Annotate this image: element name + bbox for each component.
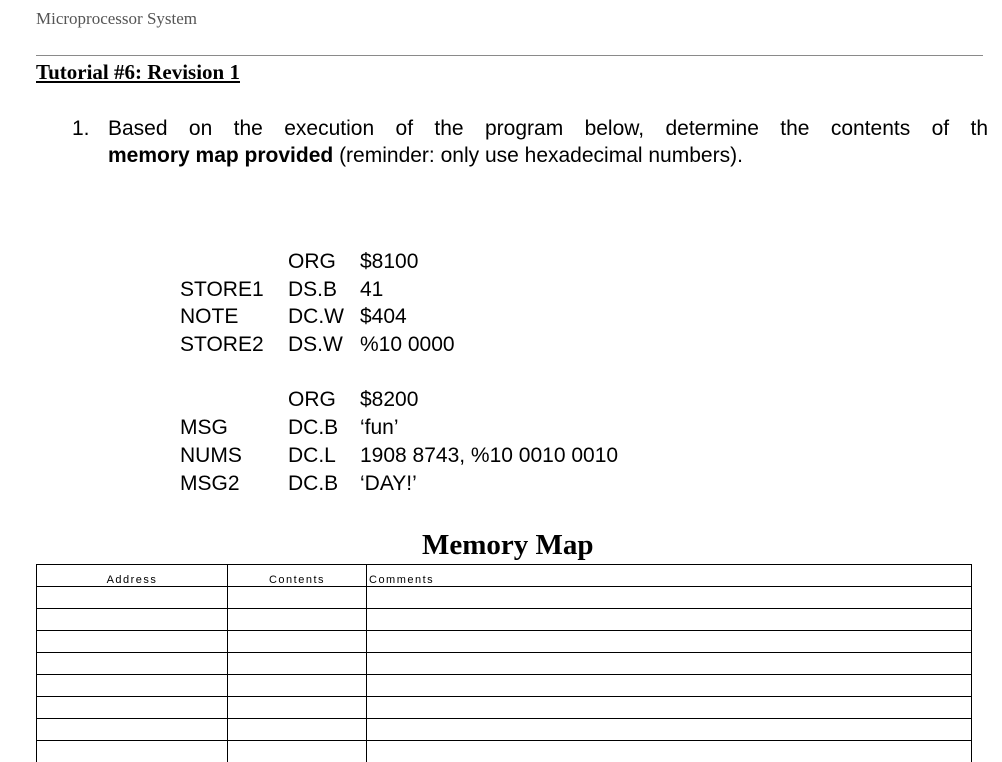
memory-map-row bbox=[37, 587, 972, 609]
address-cell[interactable] bbox=[37, 653, 228, 675]
code-opcode: DC.L bbox=[288, 444, 336, 468]
code-opcode: DC.B bbox=[288, 472, 338, 496]
code-opcode: DC.W bbox=[288, 305, 344, 329]
contents-cell[interactable] bbox=[228, 741, 367, 762]
column-header-contents: Contents bbox=[228, 565, 367, 587]
question-word: the bbox=[434, 115, 463, 142]
address-cell[interactable] bbox=[37, 741, 228, 762]
code-label: NUMS bbox=[180, 444, 242, 468]
question-word: execution bbox=[284, 115, 374, 142]
address-cell[interactable] bbox=[37, 697, 228, 719]
question-word: below, bbox=[585, 115, 645, 142]
contents-cell[interactable] bbox=[228, 609, 367, 631]
memory-map-row bbox=[37, 653, 972, 675]
question-line-2 bbox=[108, 142, 743, 169]
address-cell[interactable] bbox=[37, 587, 228, 609]
code-operand: %10 0000 bbox=[360, 333, 455, 357]
comments-cell[interactable] bbox=[367, 587, 972, 609]
code-operand: $8200 bbox=[360, 388, 418, 412]
code-opcode: ORG bbox=[288, 388, 336, 412]
code-operand: ‘DAY!’ bbox=[360, 472, 417, 496]
question-word: contents bbox=[831, 115, 910, 142]
comments-cell[interactable] bbox=[367, 653, 972, 675]
memory-map-row bbox=[37, 675, 972, 697]
contents-cell[interactable] bbox=[228, 653, 367, 675]
question-rest-text: (reminder: only use hexadecimal numbers). bbox=[333, 144, 743, 167]
code-label: MSG2 bbox=[180, 472, 240, 496]
comments-cell[interactable] bbox=[367, 719, 972, 741]
address-cell[interactable] bbox=[37, 675, 228, 697]
code-opcode: DS.W bbox=[288, 333, 343, 357]
contents-cell[interactable] bbox=[228, 697, 367, 719]
memory-map-row bbox=[37, 741, 972, 762]
contents-cell[interactable] bbox=[228, 587, 367, 609]
memory-map-row bbox=[37, 719, 972, 741]
question-bold-text: memory map provided bbox=[108, 144, 333, 167]
memory-map-row bbox=[37, 631, 972, 653]
question-word: program bbox=[485, 115, 563, 142]
question-word: Based bbox=[108, 115, 168, 142]
address-cell[interactable] bbox=[37, 609, 228, 631]
question-word: of bbox=[932, 115, 950, 142]
question-word: th bbox=[970, 115, 988, 142]
question-word: the bbox=[234, 115, 263, 142]
code-operand: 1908 8743, %10 0010 0010 bbox=[360, 444, 618, 468]
memory-map-title: Memory Map bbox=[422, 529, 594, 562]
comments-cell[interactable] bbox=[367, 675, 972, 697]
header-divider bbox=[36, 55, 983, 56]
tutorial-title: Tutorial #6: Revision 1 bbox=[36, 60, 240, 85]
code-label: STORE1 bbox=[180, 278, 264, 302]
question-word: determine bbox=[665, 115, 758, 142]
question-number: 1. bbox=[72, 115, 90, 142]
code-opcode: DC.B bbox=[288, 416, 338, 440]
code-label: MSG bbox=[180, 416, 228, 440]
code-opcode: DS.B bbox=[288, 278, 337, 302]
code-operand: ‘fun’ bbox=[360, 416, 399, 440]
comments-cell[interactable] bbox=[367, 631, 972, 653]
contents-cell[interactable] bbox=[228, 631, 367, 653]
code-label: STORE2 bbox=[180, 333, 264, 357]
memory-map-row bbox=[37, 609, 972, 631]
question-word: on bbox=[189, 115, 212, 142]
column-header-address: Address bbox=[37, 565, 228, 587]
header-course-title: Microprocessor System bbox=[36, 9, 197, 29]
question-word: the bbox=[780, 115, 809, 142]
code-operand: $8100 bbox=[360, 250, 418, 274]
comments-cell[interactable] bbox=[367, 609, 972, 631]
question-line-1 bbox=[108, 115, 988, 142]
code-opcode: ORG bbox=[288, 250, 336, 274]
memory-map-table bbox=[36, 564, 972, 762]
code-operand: 41 bbox=[360, 278, 383, 302]
comments-cell[interactable] bbox=[367, 697, 972, 719]
column-header-comments: Comments bbox=[367, 565, 972, 587]
contents-cell[interactable] bbox=[228, 675, 367, 697]
address-cell[interactable] bbox=[37, 719, 228, 741]
code-label: NOTE bbox=[180, 305, 238, 329]
question-word: of bbox=[396, 115, 414, 142]
memory-map-header-row bbox=[37, 565, 972, 587]
code-operand: $404 bbox=[360, 305, 407, 329]
memory-map-row bbox=[37, 697, 972, 719]
address-cell[interactable] bbox=[37, 631, 228, 653]
comments-cell[interactable] bbox=[367, 741, 972, 762]
contents-cell[interactable] bbox=[228, 719, 367, 741]
